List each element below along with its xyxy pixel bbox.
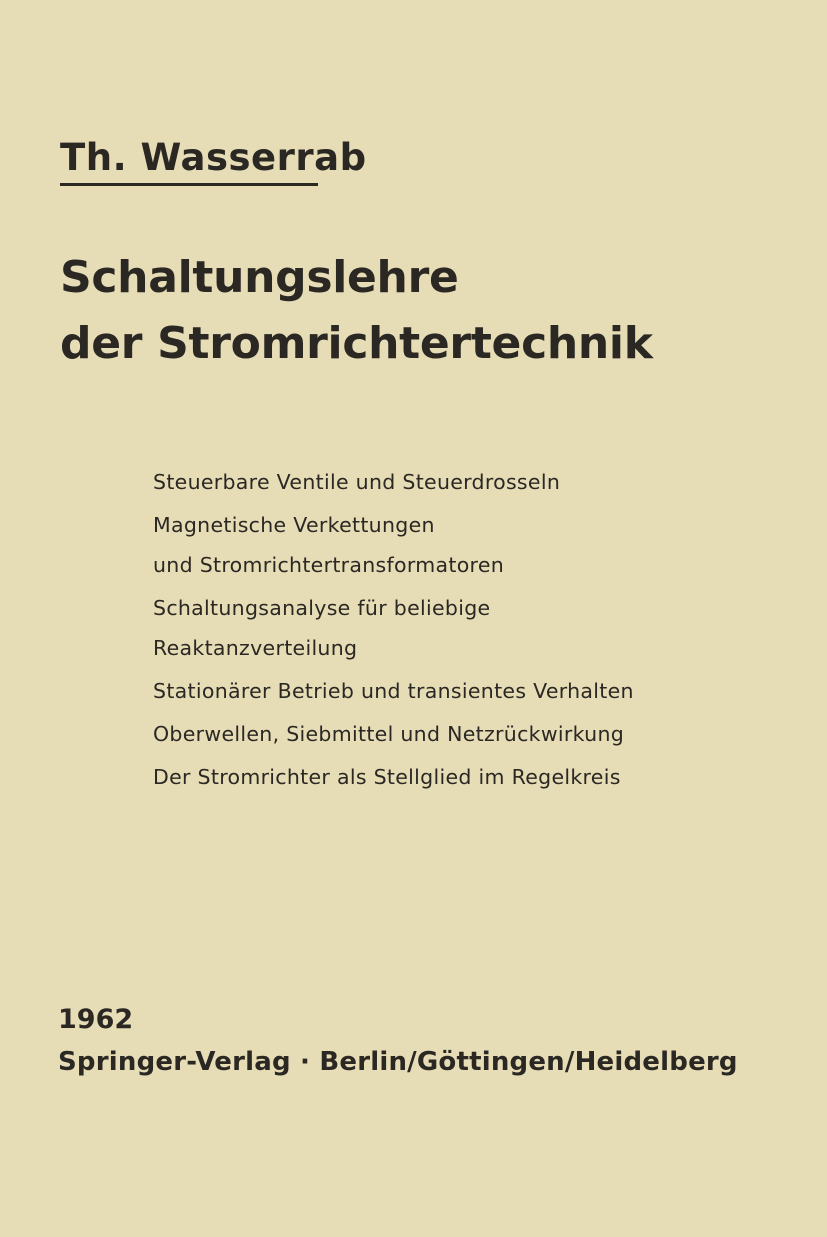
topic-line: Stationärer Betrieb und transientes Verhalten	[153, 679, 634, 703]
topic-line: Schaltungsanalyse für beliebige	[153, 596, 491, 620]
book-title	[60, 245, 653, 377]
topic-item	[153, 757, 634, 797]
author-name: Th. Wasserrab	[60, 136, 367, 179]
topic-item	[153, 505, 634, 585]
topic-line: Magnetische Verkettungen	[153, 513, 435, 537]
topic-item	[153, 714, 634, 754]
publication-year: 1962	[58, 1004, 134, 1035]
topic-line: Oberwellen, Siebmittel und Netzrückwirkung	[153, 722, 625, 746]
publisher-imprint: Springer-Verlag · Berlin/Göttingen/Heidelberg	[58, 1047, 738, 1077]
title-line-1: Schaltungslehre	[60, 252, 459, 303]
topic-line: Reaktanzverteilung	[153, 636, 358, 660]
topic-item	[153, 588, 634, 668]
title-line-2: der Stromrichtertechnik	[60, 318, 653, 369]
topic-line: und Stromrichtertransformatoren	[153, 553, 505, 577]
topic-item	[153, 462, 634, 502]
topic-line: Steuerbare Ventile und Steuerdrosseln	[153, 470, 561, 494]
topic-item	[153, 671, 634, 711]
topic-line: Der Stromrichter als Stellglied im Regelkreis	[153, 765, 621, 789]
author-underline	[60, 183, 318, 186]
topics-list	[153, 462, 634, 800]
